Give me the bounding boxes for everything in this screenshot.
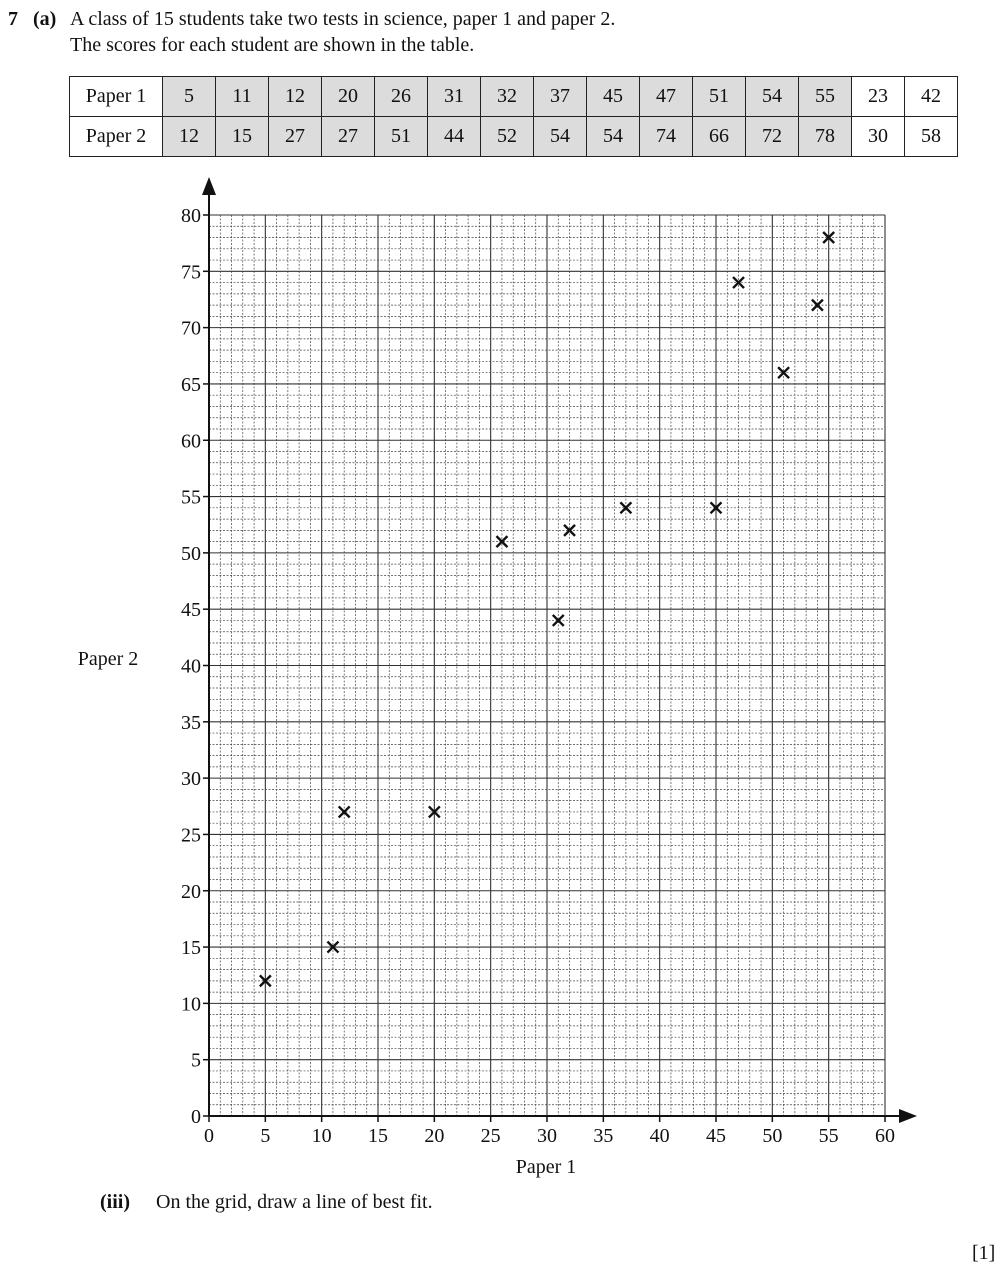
row-label-paper2: Paper 2 (70, 117, 163, 157)
table-cell: 51 (375, 117, 428, 157)
table-cell: 54 (534, 117, 587, 157)
y-tick-label: 20 (181, 880, 201, 903)
y-tick-label: 65 (181, 373, 201, 396)
table-cell: 12 (269, 77, 322, 117)
table-cell: 72 (746, 117, 799, 157)
subquestion-label: (iii) (100, 1191, 130, 1213)
table-cell: 52 (481, 117, 534, 157)
table-cell: 74 (640, 117, 693, 157)
table-cell: 66 (693, 117, 746, 157)
x-axis-arrow (899, 1109, 917, 1123)
x-tick-label: 10 (311, 1125, 332, 1147)
table-cell: 20 (322, 77, 375, 117)
y-tick-label: 45 (181, 599, 201, 622)
x-tick-label: 30 (537, 1125, 557, 1147)
table-cell: 47 (640, 77, 693, 117)
y-tick-label: 75 (181, 261, 201, 284)
y-tick-label: 5 (191, 1049, 201, 1072)
x-tick-label: 55 (818, 1125, 839, 1147)
x-tick-label: 20 (424, 1125, 445, 1147)
y-tick-label: 40 (181, 655, 201, 678)
table-cell: 32 (481, 77, 534, 117)
data-point (812, 300, 823, 311)
y-tick-label: 80 (181, 205, 201, 227)
table-cell: 44 (428, 117, 481, 157)
y-tick-label: 15 (181, 937, 201, 960)
x-tick-label: 60 (875, 1125, 895, 1147)
table-cell: 31 (428, 77, 481, 117)
table-cell: 26 (375, 77, 428, 117)
table-cell: 12 (163, 117, 216, 157)
table-cell: 27 (269, 117, 322, 157)
table-cell: 58 (905, 117, 958, 157)
x-tick-label: 5 (260, 1125, 271, 1147)
table-cell: 27 (322, 117, 375, 157)
table-cell: 45 (587, 77, 640, 117)
y-tick-label: 55 (181, 486, 201, 509)
x-tick-label: 25 (480, 1125, 501, 1147)
table-cell: 78 (799, 117, 852, 157)
x-tick-label: 45 (706, 1125, 726, 1147)
y-tick-label: 70 (181, 317, 201, 340)
table-cell: 5 (163, 77, 216, 117)
marks-label: [1] (972, 1242, 996, 1264)
question-part: (a) (33, 8, 57, 30)
subquestion-text: On the grid, draw a line of best fit. (156, 1191, 433, 1213)
x-tick-label: 35 (593, 1125, 614, 1147)
x-axis-label: Paper 1 (515, 1156, 577, 1178)
y-tick-label: 50 (181, 542, 201, 565)
table-cell: 42 (905, 77, 958, 117)
table-cell: 51 (693, 77, 746, 117)
y-tick-label: 30 (181, 768, 201, 791)
table-cell: 23 (852, 77, 905, 117)
y-tick-label: 60 (181, 430, 201, 453)
table-cell: 15 (216, 117, 269, 157)
table-cell: 54 (746, 77, 799, 117)
question-text-line1: A class of 15 students take two tests in science, paper 1 and paper 2. (70, 8, 616, 30)
table-cell: 54 (587, 117, 640, 157)
table-cell: 11 (216, 77, 269, 117)
table-cell: 55 (799, 77, 852, 117)
y-tick-label: 10 (181, 993, 201, 1016)
x-tick-label: 50 (762, 1125, 783, 1147)
x-tick-label: 15 (368, 1125, 388, 1147)
x-tick-label: 0 (204, 1125, 214, 1147)
y-axis-label: Paper 2 (77, 648, 139, 670)
x-tick-label: 40 (649, 1125, 670, 1147)
y-tick-label: 25 (181, 824, 201, 847)
question-text-line2: The scores for each student are shown in the table. (70, 34, 475, 56)
question-number: 7 (8, 8, 18, 30)
y-tick-label: 35 (181, 711, 201, 734)
data-point (553, 615, 564, 626)
row-label-paper1: Paper 1 (70, 77, 163, 117)
table-cell: 37 (534, 77, 587, 117)
y-axis-arrow (202, 177, 216, 195)
table-cell: 30 (852, 117, 905, 157)
y-tick-label: 0 (191, 1106, 201, 1128)
